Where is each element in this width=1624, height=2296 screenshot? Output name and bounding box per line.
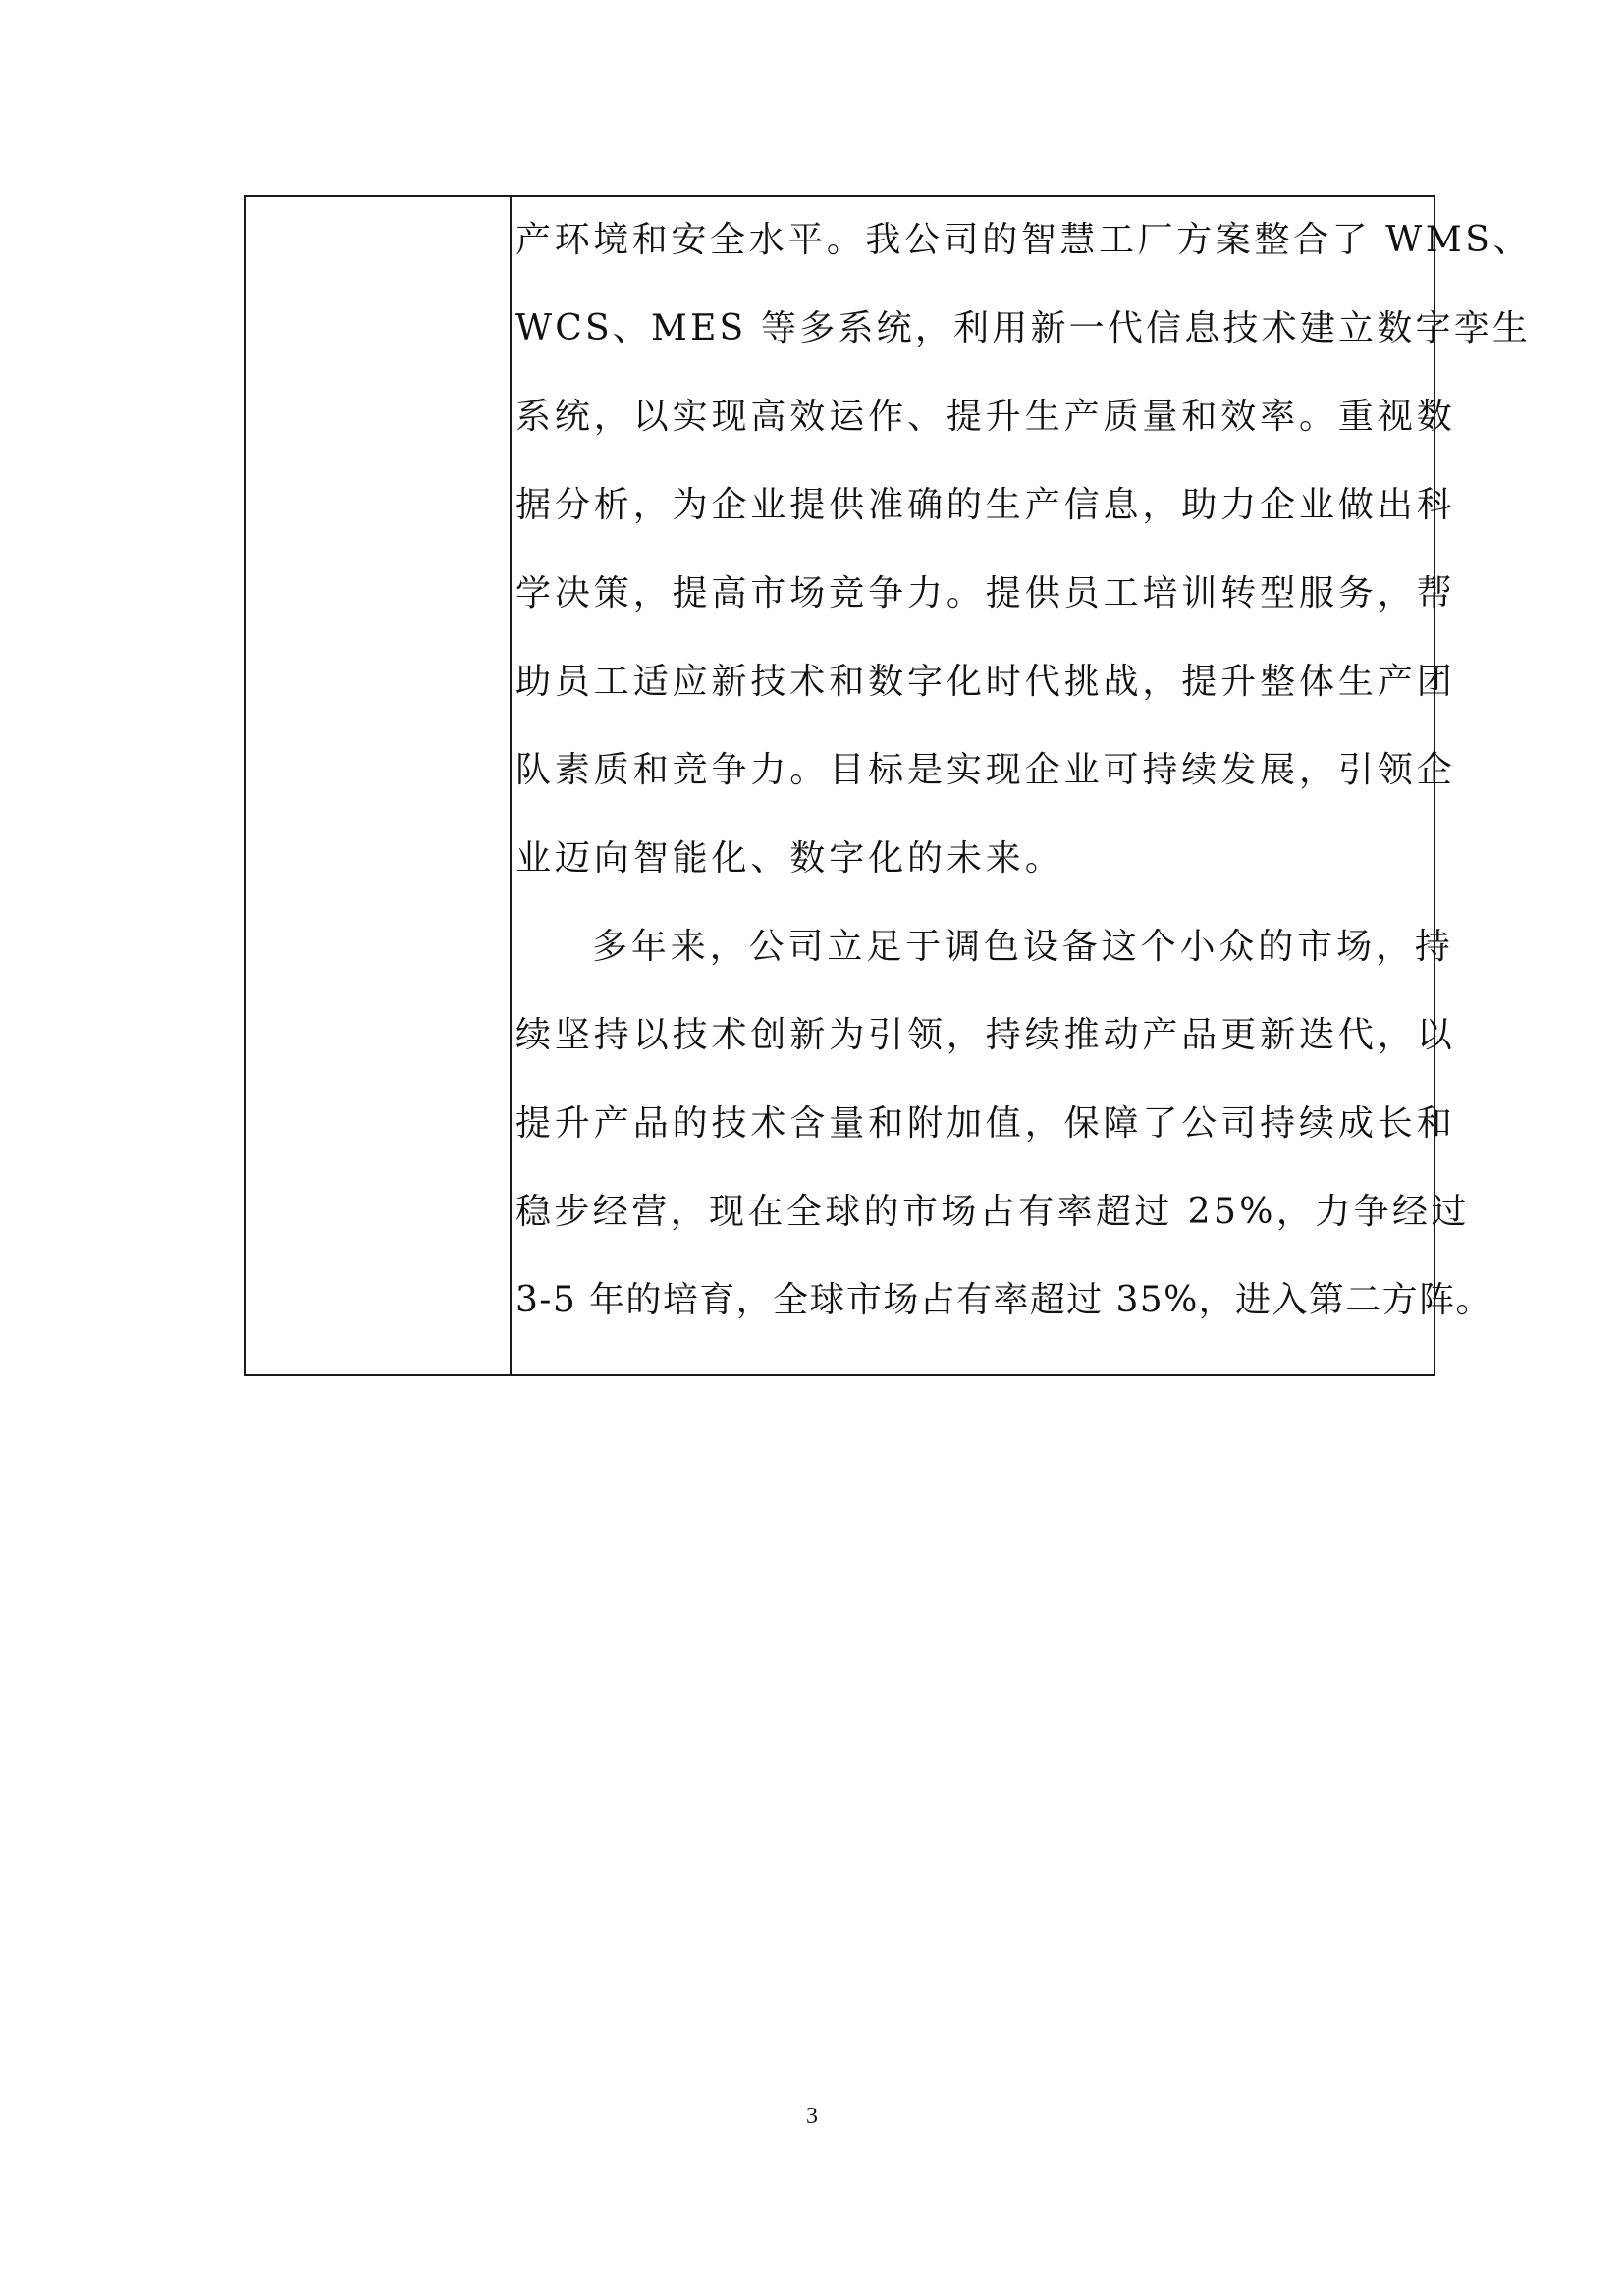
paragraph-line: 稳步经营，现在全球的市场占有率超过 25%，力争经过 xyxy=(515,1192,1470,1232)
paragraph-line: 学决策，提高市场竞争力。提供员工培训转型服务，帮 xyxy=(515,573,1456,614)
paragraph-line: 续坚持以技术创新为引领，持续推动产品更新迭代，以 xyxy=(515,1015,1456,1055)
paragraph-line: 队素质和竞争力。目标是实现企业可持续发展，引领企 xyxy=(515,750,1456,790)
paragraph-line: 3-5 年的培育，全球市场占有率超过 35%，进入第二方阵。 xyxy=(515,1280,1492,1320)
paragraph-line: 业迈向智能化、数字化的未来。 xyxy=(515,838,1064,879)
content-table xyxy=(244,195,1533,1376)
paragraph-line: 据分析，为企业提供准确的生产信息，助力企业做出科 xyxy=(515,485,1456,525)
paragraph-line: 产环境和安全水平。我公司的智慧工厂方案整合了 WMS、 xyxy=(515,220,1533,260)
table-left-cell xyxy=(246,197,510,1374)
table-column-divider xyxy=(510,197,512,1374)
paragraph-line: 多年来，公司立足于调色设备这个小众的市场，持 xyxy=(592,927,1454,967)
paragraph-line: 提升产品的技术含量和附加值，保障了公司持续成长和 xyxy=(515,1103,1456,1144)
paragraph-line: 系统，以实现高效运作、提升生产质量和效率。重视数 xyxy=(515,397,1456,437)
table-right-cell xyxy=(514,197,1533,1374)
paragraph-line: 助员工适应新技术和数字化时代挑战，提升整体生产团 xyxy=(515,662,1456,702)
paragraph-line: WCS、MES 等多系统，利用新一代信息技术建立数字孪生 xyxy=(515,308,1532,348)
page-number: 3 xyxy=(806,2104,818,2129)
